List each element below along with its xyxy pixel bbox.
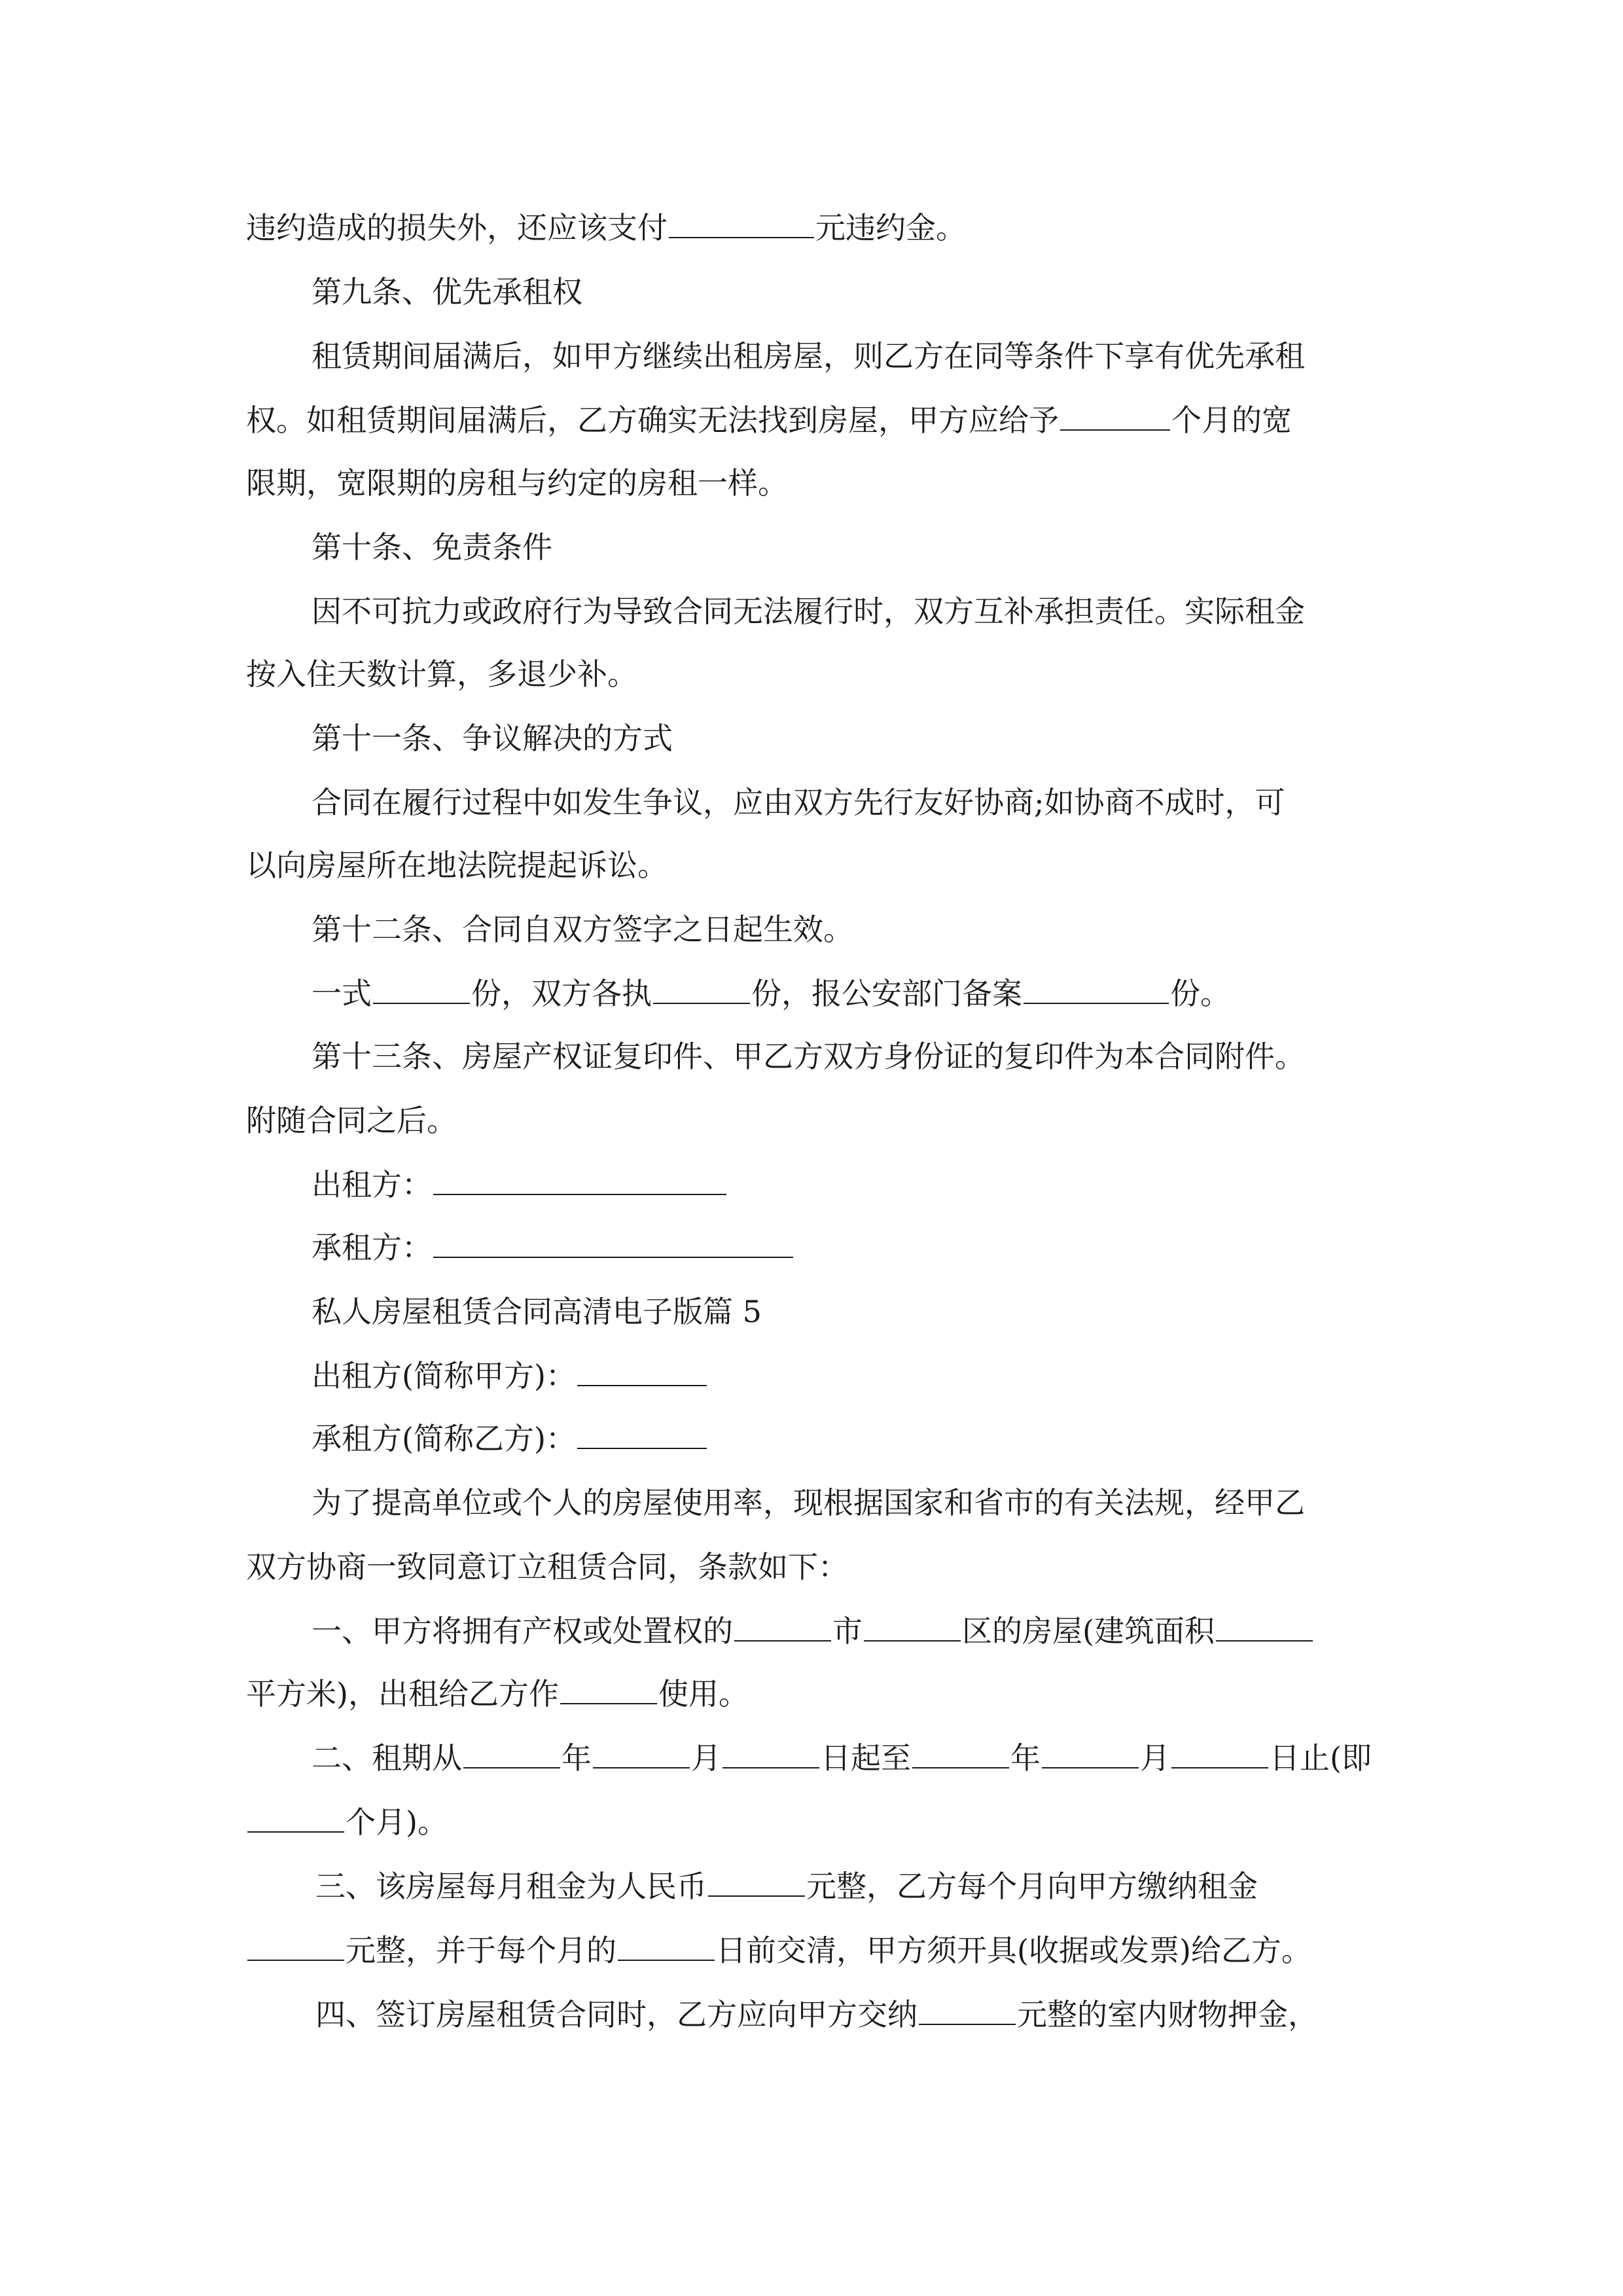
text-line: 二、租期从 年 月 日起至 年 月 日止(即 <box>312 1740 1372 1776</box>
article-heading: 第十一条、争议解决的方式 <box>312 721 673 756</box>
text-line: 附随合同之后。 <box>246 1103 457 1138</box>
blank-field <box>373 975 470 1004</box>
text-line: 租赁期间届满后，如甲方继续出租房屋，则乙方在同等条件下享有优先承租 <box>312 338 1305 374</box>
text-line: 双方协商一致同意订立租赁合同，条款如下： <box>246 1549 848 1585</box>
text-line: 一式 份，双方各执 份，报公安部门备案 份。 <box>312 976 1230 1011</box>
blank-field <box>463 1740 560 1768</box>
blank-field <box>1216 1613 1313 1641</box>
text-line: 以向房屋所在地法院提起诉讼。 <box>246 848 668 883</box>
party-b-line: 承租方(简称乙方)： <box>312 1419 708 1458</box>
blank-field <box>247 1932 344 1961</box>
blank-field <box>593 1740 690 1768</box>
blank-field <box>1024 975 1169 1004</box>
blank-field <box>919 1996 1016 2025</box>
blank-field <box>708 1868 805 1897</box>
text-line: 三、该房屋每月租金为人民币 元整，乙方每个月向甲方缴纳租金 <box>315 1869 1258 1904</box>
article-heading: 第十三条、房屋产权证复印件、甲乙方双方身份证的复印件为本合同附件。 <box>312 1039 1305 1074</box>
blank-field <box>577 1357 707 1386</box>
blank-field <box>577 1420 707 1449</box>
text-line: 因不可抗力或政府行为导致合同无法履行时，双方互补承担责任。实际租金 <box>312 594 1305 629</box>
signature-line-lessee: 承租方： <box>312 1228 794 1267</box>
blank-field <box>433 1166 726 1195</box>
blank-field <box>560 1676 657 1704</box>
text-line: 平方米)，出租给乙方作 使用。 <box>246 1676 749 1712</box>
text-line: 限期，宽限期的房租与约定的房租一样。 <box>246 465 788 501</box>
blank-field <box>722 1740 819 1768</box>
article-heading: 第十二条、合同自双方签字之日起生效。 <box>312 912 853 947</box>
section-title: 私人房屋租赁合同高清电子版篇 5 <box>312 1294 762 1329</box>
text-line: 违约造成的损失外，还应该支付 元违约金。 <box>246 210 966 245</box>
article-heading: 第九条、优先承租权 <box>312 274 582 310</box>
blank-field <box>1060 402 1170 431</box>
blank-field <box>1042 1740 1139 1768</box>
text-line: 合同在履行过程中如发生争议，应由双方先行友好协商;如协商不成时，可 <box>312 785 1285 820</box>
text-line: 元整，并于每个月的 日前交清，甲方须开具(收据或发票)给乙方。 <box>246 1931 1311 1970</box>
text-line: 为了提高单位或个人的房屋使用率，现根据国家和省市的有关法规，经甲乙 <box>312 1485 1305 1520</box>
text-line: 一、甲方将拥有产权或处置权的 市 区的房屋(建筑面积 <box>312 1611 1314 1651</box>
text-line: 权。如租赁期间届满后，乙方确实无法找到房屋，甲方应给予 个月的宽 <box>246 403 1292 438</box>
blank-field <box>734 1613 831 1641</box>
blank-field <box>433 1229 793 1258</box>
text-line: 按入住天数计算，多退少补。 <box>246 656 637 692</box>
blank-field <box>912 1740 1009 1768</box>
text-line: 个月)。 <box>246 1803 448 1842</box>
blank-field <box>247 1804 344 1833</box>
article-heading: 第十条、免责条件 <box>312 529 552 565</box>
party-a-line: 出租方(简称甲方)： <box>312 1356 708 1395</box>
text-line: 四、签订房屋租赁合同时，乙方应向甲方交纳 元整的室内财物押金， <box>315 1997 1318 2032</box>
signature-line-lessor: 出租方： <box>312 1165 728 1204</box>
blank-field <box>653 975 750 1004</box>
blank-field <box>1171 1740 1268 1768</box>
blank-field <box>669 209 814 238</box>
blank-field <box>864 1613 961 1641</box>
blank-field <box>618 1932 715 1961</box>
